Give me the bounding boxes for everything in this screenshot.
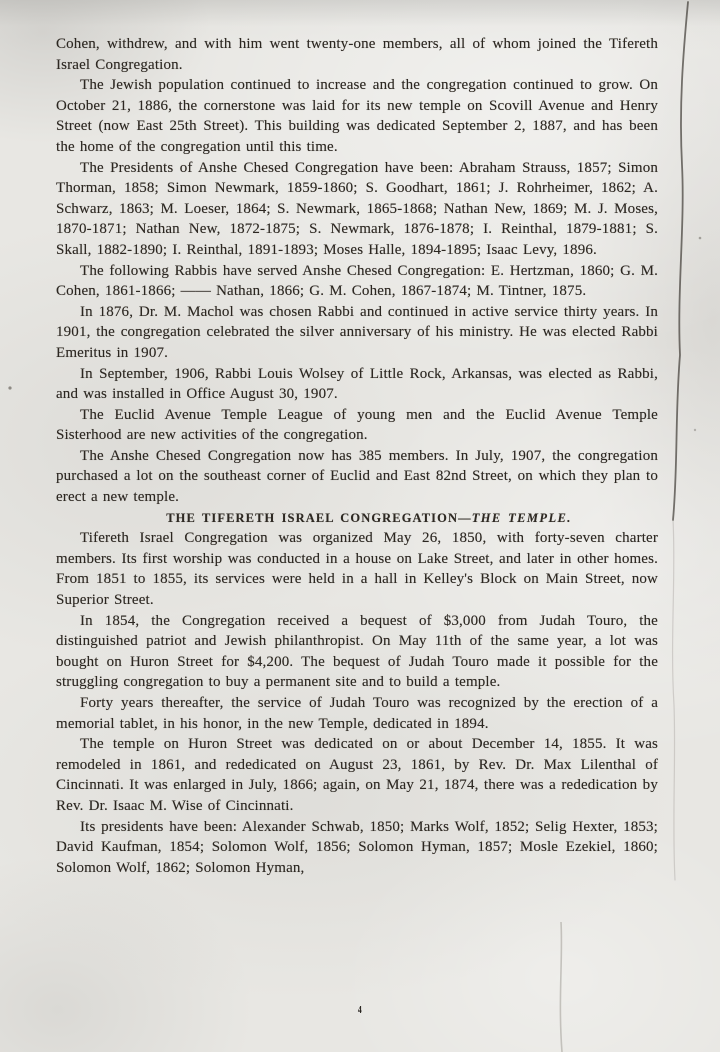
scan-speck [699,237,702,240]
body-paragraph: Its presidents have been: Alexander Schwab, 1850; Marks Wolf, 1852; Selig Hexter, 1853; David Kaufman, 1854; Solomon Wolf, 1856; Solomon Hyman, 1857; Mosle Ezekiel, 1860; Solomon Wolf, 1862; Solomon Hyman, [56,818,658,876]
body-paragraph: In 1876, Dr. M. Machol was chosen Rabbi and continued in active service thirty years. In 1901, the congregation celebrated the silver anniversary of his ministry. He was elected Rabbi Emeritus in 1907. [56,303,658,361]
body-paragraph: The temple on Huron Street was dedicated on or about December 14, 1855. It was remodeled in 1861, and rededicated on August 23, 1861, by Rev. Dr. Max Lilenthal of Cincinnati. It was enlarged in July, 1866; again, on May 21, 1874, there was a rededication by Rev. Dr. Isaac M. Wise of Cincinnati. [56,736,658,814]
body-paragraph: The Presidents of Anshe Chesed Congregation have been: Abraham Strauss, 1857; Simon Thorman, 1858; Simon Newmark, 1859-1860; S. Goodhart, 1861; J. Rohrheimer, 1862; A. Schwarz, 1863; M. Loeser, 1864; S. Newmark, 1865-1868; Nathan New, 1869; M. J. Moses, 1870-1871; Nathan New, 1872-1875; S. Newmark, 1876-1878; I. Reinthal, 1879-1881; S. Skall, 1882-1890; I. Reinthal, 1891-1893; Moses Halle, 1894-1895; Isaac Levy, 1896. [56,159,658,258]
scan-speck [694,429,696,431]
body-paragraph: The Anshe Chesed Congregation now has 385 members. In July, 1907, the congregation purchased a lot on the southeast corner of Euclid and East 82nd Street, on which they plan to erect a new temple. [56,447,658,506]
paper-crease-right [673,2,688,520]
signature-mark: 4 [357,1004,362,1016]
body-paragraph: In September, 1906, Rabbi Louis Wolsey of Little Rock, Arkansas, was elected as Rabbi, and was installed in Office August 30, 1907. [56,365,658,403]
body-paragraph: Forty years thereafter, the service of Judah Touro was recognized by the erection of a memorial tablet, in his honor, in the new Temple, dedicated in 1894. [56,695,658,732]
paper-crease-right-fade [673,520,675,880]
scan-speck [8,386,11,389]
section-heading-emphasis: THE TEMPLE. [471,510,572,525]
body-paragraph: The Euclid Avenue Temple League of young men and the Euclid Avenue Temple Sisterhood are new activities of the congregation. [56,406,658,444]
body-paragraph: The Jewish population continued to increase and the congregation continued to grow. On October 21, 1886, the cornerstone was laid for its new temple on Scovill Avenue and Henry Street (now East 25th Street). This building was dedicated September 2, 1887, and has been the home of the congregation until this time. [56,77,658,155]
body-paragraph: The following Rabbis have served Anshe Chesed Congregation: E. Hertzman, 1860; G. M. Cohen, 1861-1866; —— Nathan, 1866; G. M. Cohen, 1867-1874; M. Tintner, 1875. [56,262,658,300]
body-paragraph: Tifereth Israel Congregation was organized May 26, 1850, with forty-seven charter members. Its first worship was conducted in a house on Lake Street, and later in other homes. From 1851 to 1855, its services were held in a hall in Kelley's Block on Main Street, now Superior Street. [56,530,658,609]
paper-crease-bottom [560,922,562,1052]
page-text-block [56,34,658,878]
body-paragraph: In 1854, the Congregation received a bequest of $3,000 from Judah Touro, the distinguished patriot and Jewish philanthropist. On May 11th of the same year, a lot was bought on Huron Street for $4,200. The bequest of Judah Touro made it possible for the struggling congregation to buy a permanent site and to build a temple. [56,612,658,691]
body-paragraph: Cohen, withdrew, and with him went twenty-one members, all of whom joined the Tifereth Israel Congregation. [56,36,658,73]
section-heading [56,508,658,529]
section-heading-main: THE TIFERETH ISRAEL CONGREGATION— [166,510,472,525]
